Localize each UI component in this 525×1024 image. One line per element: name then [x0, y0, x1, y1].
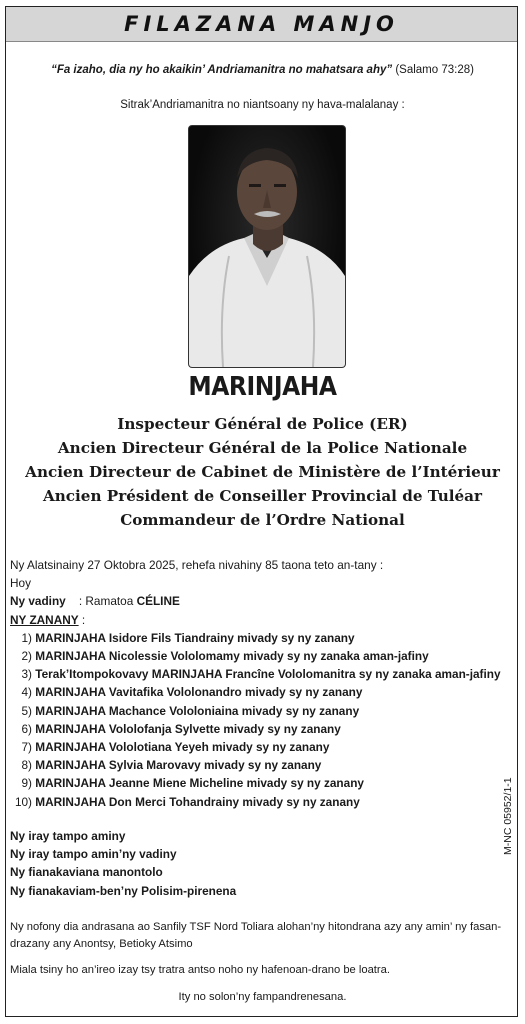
- relative-line: Ny iray tampo amin’ny vadiny: [10, 847, 177, 862]
- portrait-photo: [188, 125, 346, 368]
- title-line: Commandeur de l’Ordre National: [120, 511, 405, 529]
- list-item: 7) MARINJAHA Vololotiana Yeyeh mivady sy ny zanany: [21, 740, 330, 755]
- announcement-body: [10, 556, 515, 811]
- intro-text: Sitrak’Andriamanitra no niantsoany ny hava-malalanay :: [120, 99, 405, 111]
- spouse-name: CÉLINE: [136, 594, 180, 609]
- title-line: Ancien Directeur Général de la Police Nationale: [57, 439, 468, 457]
- list-item: 1) MARINJAHA Isidore Fils Tiandrainy mivady sy ny zanany: [21, 630, 355, 645]
- reference-code: M-NC 05952/1-1: [502, 777, 514, 855]
- list-item: 6) MARINJAHA Vololofanja Sylvette mivady sy ny zanany: [21, 721, 341, 736]
- relative-line: Ny fianakaviana manontolo: [10, 865, 163, 880]
- deceased-name: MARINJAHA: [188, 372, 337, 402]
- spouse-line: [10, 592, 515, 610]
- notice-title: FILAZANA MANJO: [124, 12, 399, 36]
- children-label: NY ZANANY: [10, 612, 79, 627]
- quote-text: “Fa izaho, dia ny ho akaikin’ Andriamanitra no mahatsara ahy”: [51, 64, 393, 76]
- title-line: Inspecteur Général de Police (ER): [117, 415, 408, 433]
- list-item: 9) MARINJAHA Jeanne Miene Micheline mivady sy ny zanany: [21, 776, 364, 791]
- relatives-list: [10, 827, 236, 900]
- hoy-line: Hoy: [10, 576, 31, 591]
- death-date-line: Ny Alatsinainy 27 Oktobra 2025, rehefa nivahiny 85 taona teto an-tany :: [10, 558, 384, 572]
- viewing-info: Ny nofony dia andrasana ao Sanfily TSF Nord Toliara alohan’ny hitondrana azy any amin’ ny fasan-drazany any Anontsy, Betioky Atsimo: [10, 921, 502, 950]
- list-item: 2) MARINJAHA Nicolessie Vololomamy mivady sy ny zanaka aman-jafiny: [21, 649, 429, 664]
- deceased-titles: [0, 412, 525, 532]
- list-item: 4) MARINJAHA Vavitafika Vololonandro mivady sy ny zanany: [21, 685, 363, 700]
- title-line: Ancien Président de Conseiller Provincial de Tuléar: [42, 487, 483, 505]
- spouse-prefix: : Ramatoa: [78, 594, 134, 609]
- list-item: 8) MARINJAHA Sylvia Marovavy mivady sy ny zanany: [21, 758, 322, 773]
- children-list: [10, 629, 515, 811]
- apology-text: Miala tsiny ho an’ireo izay tsy tratra antso noho ny hafenoan-drano be loatra.: [10, 964, 390, 976]
- notice-header: [6, 7, 517, 42]
- list-item: 3) Terak’Itompokovavy MARINJAHA Francîne Vololomanitra sy ny zanaka aman-jafiny: [21, 667, 501, 682]
- closing-text: Ity no solon’ny fampandrenesana.: [178, 991, 347, 1003]
- quote-reference: (Salamo 73:28): [395, 64, 474, 76]
- relative-line: Ny iray tampo aminy: [10, 829, 126, 843]
- children-heading: NY ZANANY :: [10, 612, 86, 627]
- bible-quote: [0, 64, 525, 76]
- list-item: 5) MARINJAHA Machance Vololoniaina mivady sy ny zanany: [21, 703, 360, 718]
- list-item: 10) MARINJAHA Don Merci Tohandrainy mivady sy ny zanany: [14, 794, 360, 809]
- spouse-label: Ny vadiny: [10, 594, 66, 609]
- title-line: Ancien Directeur de Cabinet de Ministère de l’Intérieur: [25, 463, 500, 481]
- relative-line: Ny fianakaviam-ben’ny Polisim-pirenena: [10, 883, 237, 898]
